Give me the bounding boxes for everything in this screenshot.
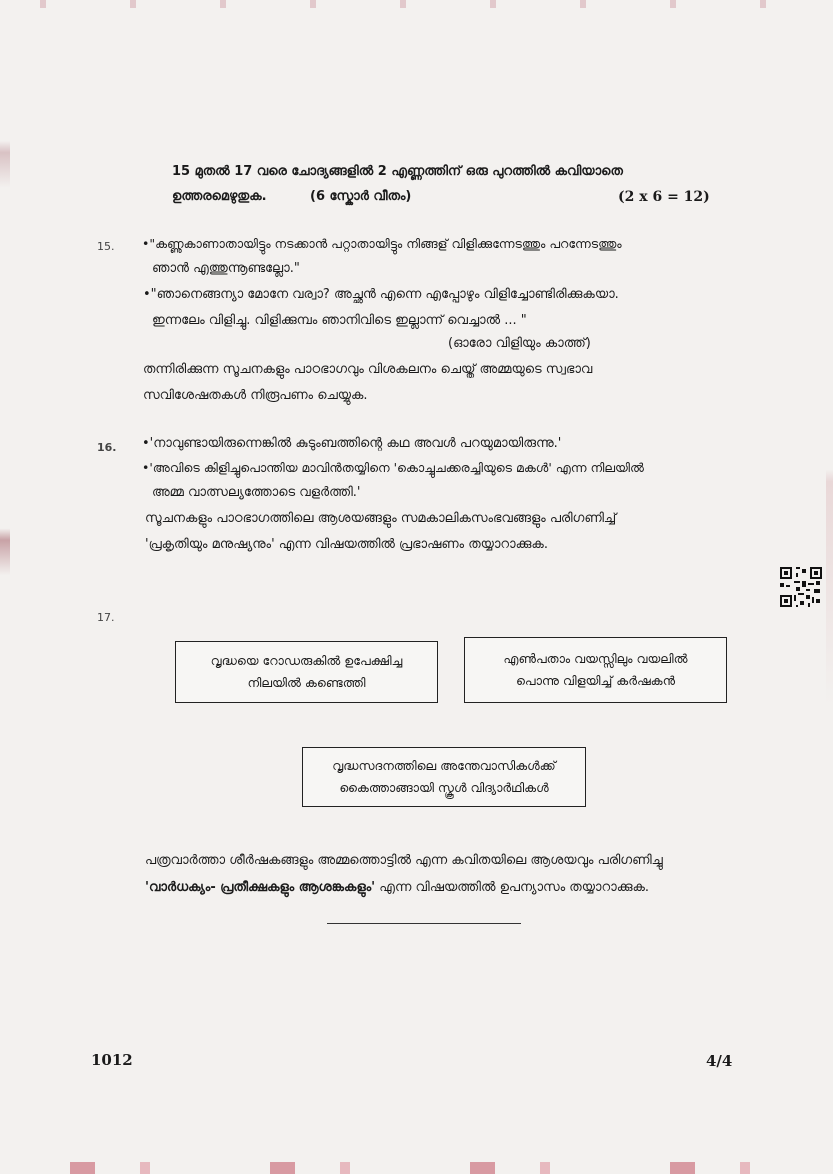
question-15-number: 15. (97, 240, 115, 253)
q17-task-line1: പത്രവാർത്താ ശീർഷകങ്ങളും അമ്മത്തൊട്ടിൽ എന്ന കവിതയിലെ ആശയവും പരിഗണിച്ചു (145, 853, 663, 868)
headline-box-3-line2: കൈത്താങ്ങായി സ്കൂൾ വിദ്യാർഥികൾ (339, 780, 549, 795)
q16-quote2-line2: അമ്മ വാത്സല്യത്തോടെ വളർത്തി.' (152, 485, 361, 500)
q16-quote2-line1: •'അവിടെ കിളിച്ചുപൊന്തിയ മാവിൻതയ്യിനെ 'കൊച്ചുചക്കരച്ചിയുടെ മകൾ' എന്ന നിലയിൽ (142, 460, 644, 475)
end-rule (327, 923, 521, 924)
q15-quote1-line1: •"കണ്ണുകാണാതായിട്ടും നടക്കാൻ പറ്റാതായിട്ടും നിങ്ങള് വിളിക്കുന്നേടത്തും പറന്നേടത്തും (142, 236, 622, 251)
headline-box-1-line1: വൃദ്ധയെ റോഡരുകിൽ ഉപേക്ഷിച്ച (210, 653, 403, 668)
score-total: (2 x 6 = 12) (618, 189, 710, 205)
q17-task-line2-rest: എന്ന വിഷയത്തിൽ ഉപന്യാസം തയ്യാറാക്കുക. (375, 880, 650, 895)
question-16-number: 16. (97, 441, 117, 454)
paper-code: 1012 (91, 1051, 133, 1069)
question-17-number: 17. (97, 611, 115, 624)
q15-quote1-line2: ഞാൻ എത്തുന്നൂണ്ടല്ലോ." (152, 261, 300, 276)
headline-box-1 (175, 641, 438, 703)
q16-task-line1: സൂചനകളും പാഠഭാഗത്തിലെ ആശയങ്ങളും സമകാലികസംഭവങ്ങളും പരിഗണിച്ച് (145, 511, 617, 526)
headline-box-1-line2: നിലയിൽ കണ്ടെത്തി (247, 675, 366, 690)
headline-box-3-line1: വൃദ്ധസദനത്തിലെ അന്തേവാസികൾക്ക് (332, 758, 556, 773)
q15-quote2-line2: ഇന്നലേം വിളിച്ചു. വിളിക്കുമ്പം ഞാനിവിടെ ഇല്ലാന്ന് വെച്ചാൽ ... " (152, 313, 527, 328)
headline-box-2-line1: എൺപതാം വയസ്സിലും വയലിൽ (503, 651, 688, 666)
q15-source: (ഓരോ വിളിയും കാത്ത്) (448, 336, 591, 351)
q16-quote1: •'നാവുണ്ടായിരുന്നെങ്കിൽ കുടുംബത്തിന്റെ കഥ അവൾ പറയുമായിരുന്നു.' (142, 436, 562, 451)
page-edge-right (826, 0, 833, 1174)
headline-box-2 (464, 637, 727, 703)
q15-task-line1: തന്നിരിക്കുന്ന സൂചനകളും പാഠഭാഗവും വിശകലനം ചെയ്ത് അമ്മയുടെ സ്വഭാവ (143, 362, 593, 377)
score-note: (6 സ്കോർ വീതം) (310, 189, 412, 204)
q15-quote2-line1: •"ഞാനെങ്ങന്യാ മോനേ വര്വാ? അച്ഛൻ എന്നെ എപ്പോഴും വിളിച്ചോണ്ടിരിക്കുകയാ. (143, 287, 619, 302)
q17-task-line2 (145, 878, 649, 898)
page-edge-top (0, 0, 833, 8)
page-number: 4/4 (706, 1052, 733, 1070)
q16-task-line2: 'പ്രകൃതിയും മനുഷ്യനും' എന്ന വിഷയത്തിൽ പ്രഭാഷണം തയ്യാറാക്കുക. (145, 537, 548, 552)
q17-essay-topic: 'വാർധക്യം- പ്രതീക്ഷകളും ആശങ്കകളും' (145, 880, 376, 895)
instruction-line-2: ഉത്തരമെഴുതുക. (172, 189, 267, 204)
headline-box-2-line2: പൊന്നു വിളയിച്ച് കർഷകൻ (515, 673, 676, 688)
page-edge-bottom (0, 1162, 833, 1174)
instruction-line-1: 15 മുതൽ 17 വരെ ചോദ്യങ്ങളിൽ 2 എണ്ണത്തിന് ഒരു പുറത്തിൽ കവിയാതെ (172, 164, 623, 179)
page-edge-left (0, 0, 10, 1174)
qr-code-icon (780, 567, 822, 607)
q15-task-line2: സവിശേഷതകൾ നിരൂപണം ചെയ്യുക. (143, 388, 368, 403)
headline-box-3 (302, 747, 586, 807)
